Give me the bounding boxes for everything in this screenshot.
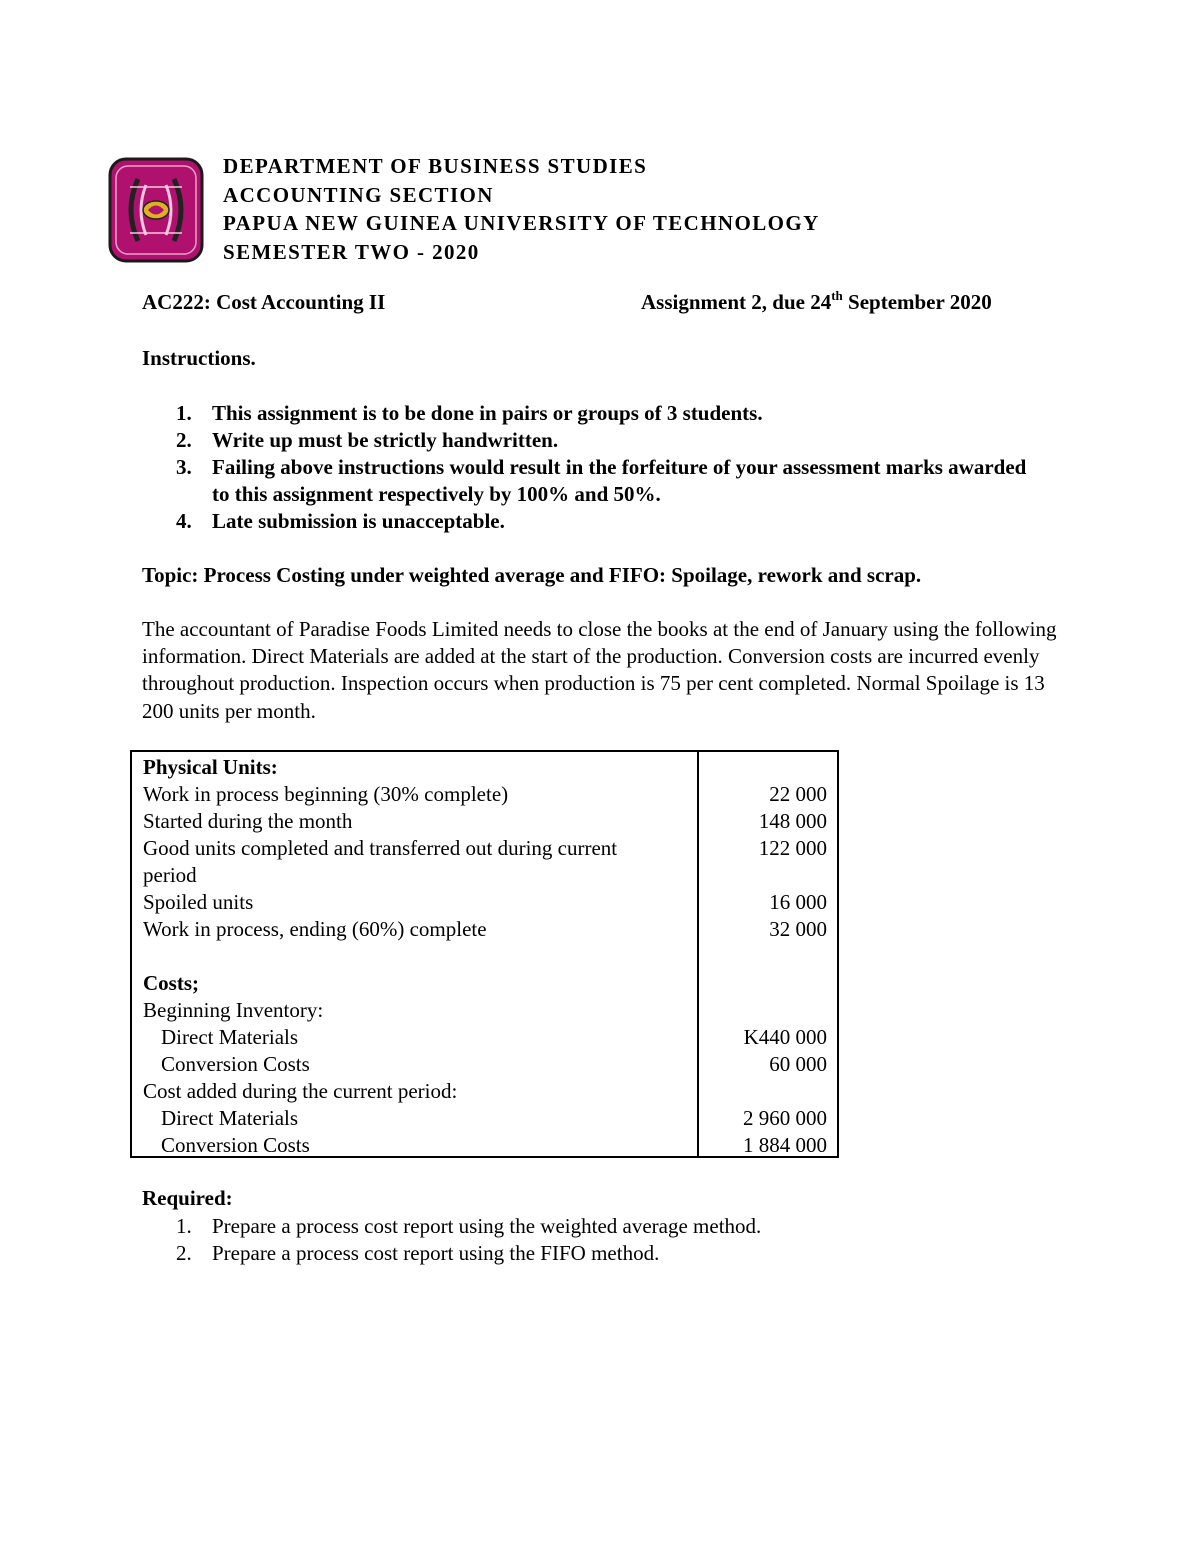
required-list bbox=[142, 1213, 1042, 1267]
row-label bbox=[132, 943, 687, 970]
table-row bbox=[132, 781, 837, 808]
table-row bbox=[132, 754, 837, 781]
table-row bbox=[132, 916, 837, 943]
table-rows bbox=[132, 754, 837, 1159]
table-row bbox=[132, 1105, 837, 1132]
row-label: Started during the month bbox=[143, 809, 353, 833]
item-number: 2. bbox=[176, 1241, 192, 1265]
row-label: Physical Units: bbox=[143, 755, 278, 779]
instructions-list bbox=[142, 400, 1042, 535]
assignment-prefix: Assignment 2, due 24 bbox=[641, 290, 832, 314]
row-label: Work in process, ending (60%) complete bbox=[143, 917, 487, 941]
item-text: Prepare a process cost report using the weighted average method. bbox=[212, 1214, 762, 1238]
document-header bbox=[223, 152, 820, 266]
problem-paragraph: The accountant of Paradise Foods Limited needs to close the books at the end of January using the following information. Direct Materials are added at the start of the production. Conversion costs are incurred evenly throughout production. Inspection occurs when production is 75 per cent completed. Normal Spoilage is 13 200 units per month. bbox=[142, 617, 1057, 723]
row-value: K440 000 bbox=[743, 1025, 827, 1049]
row-label: Direct Materials bbox=[161, 1025, 299, 1049]
row-value: 22 000 bbox=[769, 782, 827, 806]
row-value bbox=[687, 862, 837, 889]
item-text: Late submission is unacceptable. bbox=[212, 509, 505, 533]
row-label: Direct Materials bbox=[161, 1106, 299, 1130]
course-title: AC222: Cost Accounting II bbox=[142, 290, 386, 314]
row-value: 16 000 bbox=[769, 890, 827, 914]
item-text: Prepare a process cost report using the FIFO method. bbox=[212, 1241, 660, 1265]
list-item bbox=[142, 427, 1042, 454]
row-value bbox=[687, 1078, 837, 1105]
item-number: 2. bbox=[176, 428, 192, 452]
item-number: 3. bbox=[176, 455, 192, 479]
item-text: This assignment is to be done in pairs or groups of 3 students. bbox=[212, 401, 763, 425]
table-row bbox=[132, 1132, 837, 1159]
row-value: 60 000 bbox=[769, 1052, 827, 1076]
row-value: 1 884 000 bbox=[743, 1133, 827, 1157]
required-title: Required: bbox=[142, 1186, 233, 1210]
assignment-superscript: th bbox=[831, 288, 843, 303]
row-value bbox=[687, 997, 837, 1024]
topic-heading: Topic: Process Costing under weighted average and FIFO: Spoilage, rework and scrap. bbox=[142, 563, 922, 587]
university-crest-icon bbox=[108, 157, 204, 263]
item-number: 4. bbox=[176, 509, 192, 533]
section-name: ACCOUNTING SECTION bbox=[223, 182, 494, 207]
table-row bbox=[132, 808, 837, 835]
list-item bbox=[142, 508, 1042, 535]
row-label: Spoiled units bbox=[143, 890, 254, 914]
table-row bbox=[132, 862, 837, 889]
row-label: Cost added during the current period: bbox=[143, 1079, 458, 1103]
list-item bbox=[142, 1240, 1042, 1267]
row-label: period bbox=[143, 863, 197, 887]
table-row bbox=[132, 1078, 837, 1105]
item-text: Failing above instructions would result in the forfeiture of your assessment marks awarded to this assignment respectively by 100% and 50%. bbox=[212, 455, 1027, 506]
instructions-title: Instructions. bbox=[142, 346, 256, 370]
university-name: PAPUA NEW GUINEA UNIVERSITY OF TECHNOLOGY bbox=[223, 211, 820, 235]
assignment-due bbox=[641, 290, 992, 315]
table-row bbox=[132, 970, 837, 997]
assignment-suffix: September 2020 bbox=[842, 290, 992, 314]
department-name: DEPARTMENT OF BUSINESS STUDIES bbox=[223, 154, 648, 178]
table-row bbox=[132, 835, 837, 862]
row-value: 122 000 bbox=[758, 836, 827, 860]
row-label: Beginning Inventory: bbox=[143, 998, 324, 1022]
row-value: 32 000 bbox=[769, 917, 827, 941]
row-label: Costs; bbox=[143, 971, 199, 995]
list-item bbox=[142, 400, 1042, 427]
row-label: Work in process beginning (30% complete) bbox=[143, 782, 509, 806]
row-value: 148 000 bbox=[758, 809, 827, 833]
list-item bbox=[142, 1213, 1042, 1240]
table-row bbox=[132, 1051, 837, 1078]
row-value: 2 960 000 bbox=[743, 1106, 827, 1130]
table-row bbox=[132, 997, 837, 1024]
row-value bbox=[687, 943, 837, 970]
row-label: Conversion Costs bbox=[161, 1133, 310, 1157]
row-value bbox=[687, 754, 837, 781]
data-table bbox=[130, 750, 839, 1158]
item-number: 1. bbox=[176, 401, 192, 425]
semester-label: SEMESTER TWO - 2020 bbox=[223, 239, 480, 264]
list-item bbox=[142, 454, 1042, 508]
table-row bbox=[132, 1024, 837, 1051]
table-row bbox=[132, 943, 837, 970]
item-number: 1. bbox=[176, 1214, 192, 1238]
row-value bbox=[687, 970, 837, 997]
item-text: Write up must be strictly handwritten. bbox=[212, 428, 559, 452]
row-label: Conversion Costs bbox=[161, 1052, 310, 1076]
row-label: Good units completed and transferred out during current bbox=[143, 836, 618, 860]
table-row bbox=[132, 889, 837, 916]
